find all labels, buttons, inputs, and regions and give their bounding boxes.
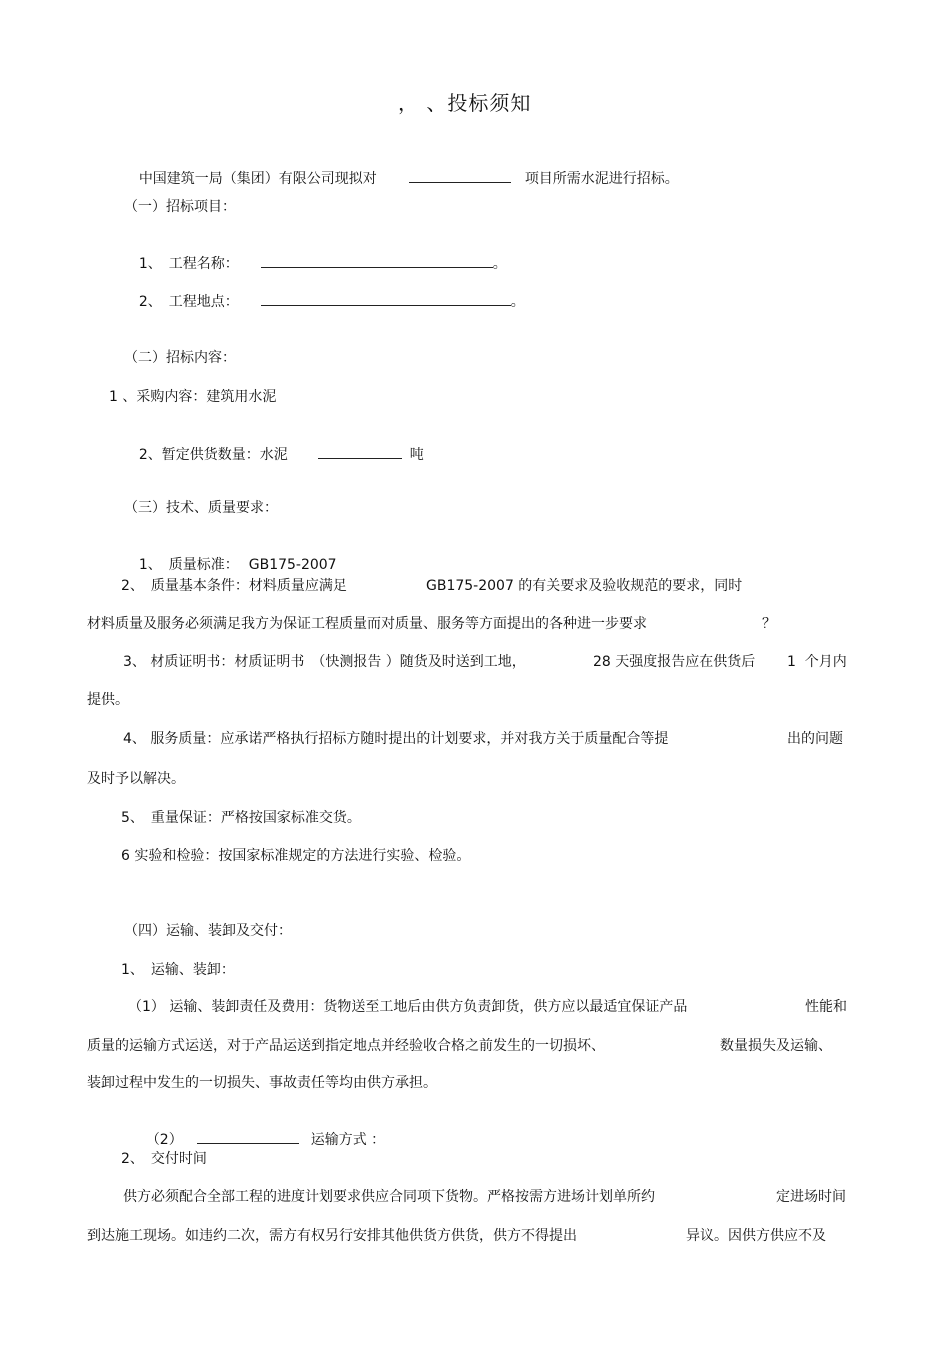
delivery-clause-b: 定进场时间: [776, 1189, 846, 1205]
project-name-blank: [409, 168, 511, 183]
supply-quantity-unit: 吨: [409, 447, 424, 463]
section-3-heading: （三）技术、质量要求：: [124, 500, 278, 516]
certificate-c: 1 个月内: [787, 654, 847, 670]
delivery-clause-d: 异议。因供方供应不及: [686, 1228, 826, 1244]
service-quality-b: 出的问题: [787, 731, 843, 747]
delivery-clause-a: 供方必须配合全部工程的进度计划要求供应合同项下货物。严格按需方进场计划单所约: [123, 1189, 655, 1205]
transport-method-blank: [197, 1129, 299, 1144]
transport-clause-e: 装卸过程中发生的一切损失、事故责任等均由供方承担。: [87, 1075, 437, 1091]
transport-clause-a: （1） 运输、装卸责任及费用：货物送至工地后由供方负责卸货，供方应以最适宜保证产品: [128, 999, 688, 1015]
quality-standard-label: 1、 质量标准：: [138, 557, 239, 573]
project-name-label: 1、 工程名称：: [138, 256, 239, 272]
service-quality-a: 4、 服务质量：应承诺严格执行招标方随时提出的计划要求，并对我方关于质量配合等提: [123, 731, 669, 747]
supply-quantity-blank: [318, 444, 402, 459]
section-4-heading: （四）运输、装卸及交付：: [124, 923, 292, 939]
purchase-content: 1 、采购内容：建筑用水泥: [109, 389, 277, 405]
certificate-d: 提供。: [87, 692, 129, 708]
transport-handling: 1、 运输、装卸：: [121, 962, 235, 978]
transport-method-label: 运输方式 ：: [310, 1132, 386, 1148]
section-1-heading: （一）招标项目：: [124, 199, 236, 215]
weight-guarantee: 5、 重量保证：严格按国家标准交货。: [121, 810, 361, 826]
transport-method-number: （2）: [145, 1132, 183, 1148]
section-2-heading: （二）招标内容：: [124, 350, 236, 366]
delivery-time: 2、 交付时间: [121, 1151, 207, 1167]
project-name-field-blank: [261, 253, 493, 268]
supply-quantity-label: 2、暂定供货数量：水泥: [138, 447, 288, 463]
transport-clause-b: 性能和: [805, 999, 847, 1015]
delivery-clause-c: 到达施工现场。如违约二次，需方有权另行安排其他供货方供货，供方不得提出: [87, 1228, 577, 1244]
certificate-b: 28 天强度报告应在供货后: [593, 654, 756, 670]
supply-quantity-line: [121, 426, 424, 482]
project-location-label: 2、 工程地点：: [138, 294, 239, 310]
quality-standard-value: GB175-2007: [248, 557, 337, 573]
project-location-end: 。: [510, 294, 525, 310]
intro-post: 项目所需水泥进行招标。: [524, 171, 679, 187]
certificate-a: 3、 材质证明书：材质证明书 （快测报告 ）随货及时送到工地，: [123, 654, 526, 670]
quality-condition-a: 2、 质量基本条件：材料质量应满足: [121, 578, 347, 594]
quality-condition-d: ？: [762, 616, 776, 632]
project-location-line: [121, 273, 525, 329]
page-title: ， 、投标须知: [398, 91, 532, 115]
service-quality-c: 及时予以解决。: [87, 771, 185, 787]
testing-inspection: 6 实验和检验：按国家标准规定的方法进行实验、检验。: [121, 848, 471, 864]
intro-pre: 中国建筑一局（集团）有限公司现拟对: [138, 171, 377, 187]
transport-clause-d: 数量损失及运输、: [720, 1038, 832, 1054]
project-name-end: 。: [492, 256, 507, 272]
quality-condition-b: GB175-2007 的有关要求及验收规范的要求，同时: [426, 578, 743, 594]
quality-condition-c: 材料质量及服务必须满足我方为保证工程质量而对质量、服务等方面提出的各种进一步要求: [87, 616, 647, 632]
transport-clause-c: 质量的运输方式运送，对于产品运送到指定地点并经验收合格之前发生的一切损坏、: [87, 1038, 605, 1054]
project-location-blank: [261, 291, 511, 306]
